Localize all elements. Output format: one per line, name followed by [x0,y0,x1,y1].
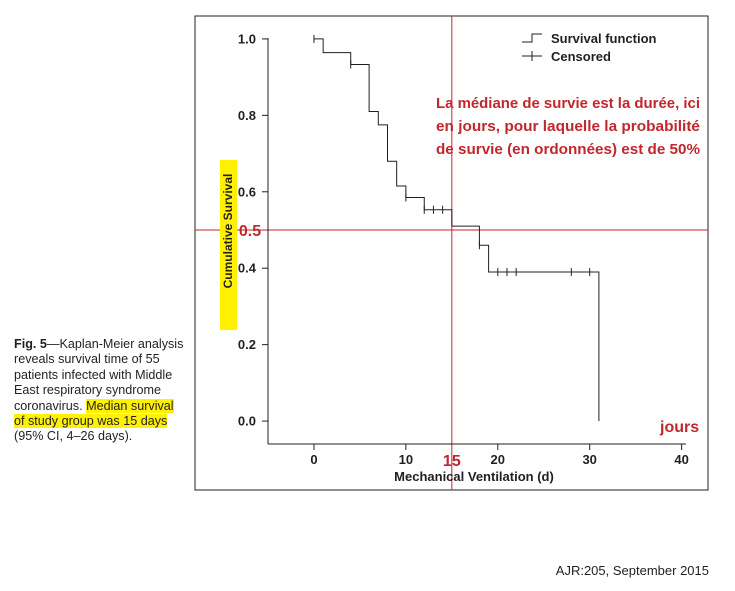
annotation-line: de survie (en ordonnées) est de 50% [436,142,701,158]
caption-highlight: Median survival of study group was 15 days [14,398,174,429]
annotation-jours: jours [660,419,700,436]
caption-ci: (95% CI, 4–26 days). [14,429,133,444]
legend-step-icon [522,34,542,42]
x-tick-label: 20 [490,452,506,467]
y-tick-label: 1.0 [237,31,256,47]
y-tick-label: 0.6 [237,184,256,200]
annotation-line: en jours, pour laquelle la probabilité [436,119,700,135]
y-axis-title: Cumulative Survival [221,173,235,289]
y-tick-label: 0.8 [237,107,256,123]
x-tick-label: 10 [398,452,414,467]
y-tick-label: 0.0 [237,413,256,429]
x-tick-label: 0 [310,452,318,467]
figure-caption [14,337,184,445]
y-tick-label: 0.2 [237,337,256,353]
x-tick-label: 40 [674,452,689,467]
annotation-line: La médiane de survie est la durée, ici [436,96,700,112]
median-y-label: 0.5 [238,223,262,240]
legend-entry-censored: Censored [551,49,611,64]
x-tick-label: 30 [582,452,597,467]
figure-label: Fig. 5 [14,337,47,351]
journal-footer: AJR:205, September 2015 [555,563,709,578]
legend-entry-survival: Survival function [551,31,657,46]
x-axis-title: Mechanical Ventilation (d) [394,469,554,484]
median-x-label: 15 [442,453,461,470]
caption-text: —Kaplan-Meier analysis reveals survival time of 55 patients infected with Middle East respiratory syndrome coronavirus. [14,337,184,413]
y-tick-label: 0.4 [237,260,256,276]
